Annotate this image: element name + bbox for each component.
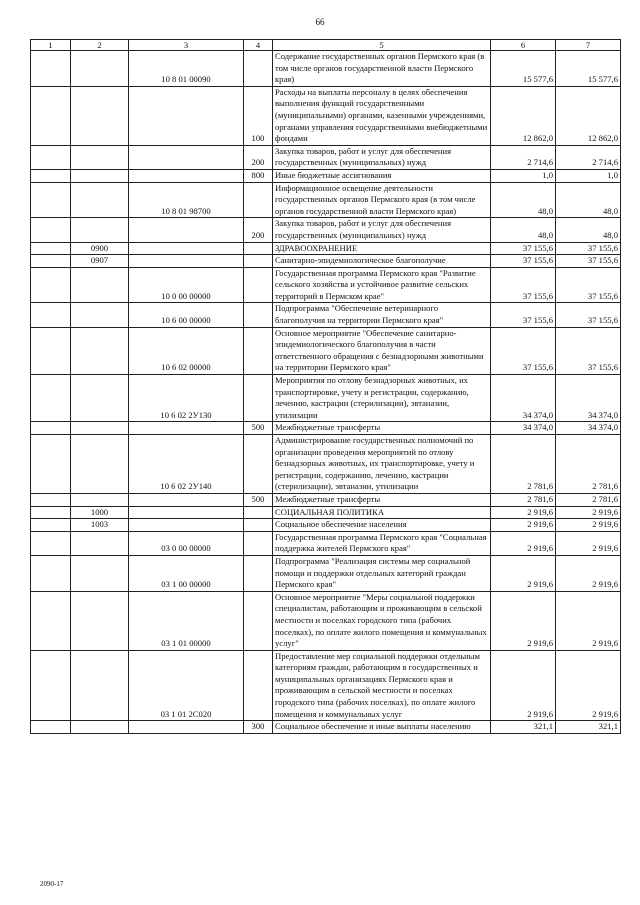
cell-amount-2019: 2 919,6 [491, 591, 556, 650]
cell-description: Информационное освещение деятельности государственных органов Пермского края (в том числе органов государственной власти Пермского края) [273, 182, 491, 218]
cell-section-code [71, 86, 129, 145]
cell-description: Закупка товаров, работ и услуг для обеспечения государственных (муниципальных) нужд [273, 218, 491, 242]
cell-col1 [31, 303, 71, 327]
cell-section-code [71, 182, 129, 218]
cell-expense-type [244, 51, 273, 87]
cell-description: Социальное обеспечение и иные выплаты населению [273, 721, 491, 734]
cell-amount-2020: 37 155,6 [556, 255, 621, 268]
cell-amount-2019: 2 919,6 [491, 650, 556, 721]
cell-section-code: 1000 [71, 506, 129, 519]
cell-target-code: 10 8 01 00090 [129, 51, 244, 87]
cell-expense-type [244, 435, 273, 494]
table-row [31, 169, 621, 182]
cell-col1 [31, 218, 71, 242]
cell-description: Подпрограмма "Реализация системы мер социальной помощи и поддержки отдельных категорий граждан Пермского края" [273, 555, 491, 591]
page-number: 66 [315, 17, 325, 27]
cell-target-code: 10 6 02 00000 [129, 327, 244, 374]
cell-target-code [129, 422, 244, 435]
cell-amount-2020: 34 374,0 [556, 422, 621, 435]
cell-amount-2020: 15 577,6 [556, 51, 621, 87]
table-row [31, 435, 621, 494]
cell-expense-type [244, 327, 273, 374]
cell-expense-type [244, 650, 273, 721]
cell-target-code [129, 242, 244, 255]
table-row [31, 506, 621, 519]
cell-col1 [31, 591, 71, 650]
cell-section-code [71, 435, 129, 494]
cell-description: Администрирование государственных полномочий по организации проведения мероприятий по отлову безнадзорных животных, их транспортировке, учету и регистрации, содержанию, лечению, кастрации (стерилизации), эвтаназии, утилизации [273, 435, 491, 494]
cell-col1 [31, 531, 71, 555]
cell-target-code: 10 6 02 2У140 [129, 435, 244, 494]
cell-amount-2019: 2 781,6 [491, 493, 556, 506]
cell-description: Санитарно-эпидемиологическое благополучие [273, 255, 491, 268]
cell-description: Социальное обеспечение населения [273, 519, 491, 532]
cell-amount-2019: 2 919,6 [491, 555, 556, 591]
cell-expense-type: 100 [244, 86, 273, 145]
cell-amount-2019: 37 155,6 [491, 242, 556, 255]
cell-description: СОЦИАЛЬНАЯ ПОЛИТИКА [273, 506, 491, 519]
cell-expense-type: 500 [244, 422, 273, 435]
cell-expense-type: 800 [244, 169, 273, 182]
column-header-2: 2 [71, 40, 129, 51]
cell-col1 [31, 650, 71, 721]
table-row [31, 327, 621, 374]
cell-col1 [31, 435, 71, 494]
cell-section-code [71, 650, 129, 721]
table-row [31, 519, 621, 532]
table-row [31, 493, 621, 506]
cell-section-code: 0900 [71, 242, 129, 255]
cell-amount-2019: 2 919,6 [491, 519, 556, 532]
cell-col1 [31, 493, 71, 506]
cell-col1 [31, 327, 71, 374]
cell-section-code [71, 218, 129, 242]
cell-expense-type: 200 [244, 145, 273, 169]
cell-amount-2019: 15 577,6 [491, 51, 556, 87]
table-row [31, 218, 621, 242]
table-body [31, 51, 621, 734]
column-header-3: 3 [129, 40, 244, 51]
cell-expense-type [244, 375, 273, 422]
cell-expense-type [244, 591, 273, 650]
cell-section-code [71, 591, 129, 650]
column-header-6: 6 [491, 40, 556, 51]
cell-amount-2020: 34 374,0 [556, 375, 621, 422]
cell-amount-2020: 2 714,6 [556, 145, 621, 169]
table-row [31, 182, 621, 218]
cell-amount-2020: 321,1 [556, 721, 621, 734]
column-header-7: 7 [556, 40, 621, 51]
cell-target-code: 10 6 02 2У130 [129, 375, 244, 422]
header-row [31, 40, 621, 51]
cell-description: Основное мероприятие "Меры социальной поддержки специалистам, работающим и проживающим в сельской местности и поселках городского типа (рабочих поселках), по оплате жилого помещения и коммунальных услуг" [273, 591, 491, 650]
cell-col1 [31, 267, 71, 303]
cell-section-code: 0907 [71, 255, 129, 268]
column-header-1: 1 [31, 40, 71, 51]
table-row [31, 721, 621, 734]
cell-target-code [129, 255, 244, 268]
cell-col1 [31, 555, 71, 591]
cell-amount-2020: 1,0 [556, 169, 621, 182]
cell-section-code: 1003 [71, 519, 129, 532]
cell-amount-2019: 37 155,6 [491, 327, 556, 374]
cell-target-code [129, 506, 244, 519]
cell-description: Государственная программа Пермского края "Развитие сельского хозяйства и устойчивое развитие сельских территорий в Пермском крае" [273, 267, 491, 303]
cell-amount-2019: 2 781,6 [491, 435, 556, 494]
table-row [31, 86, 621, 145]
cell-section-code [71, 555, 129, 591]
cell-target-code [129, 721, 244, 734]
cell-description: Подпрограмма "Обеспечение ветеринарного благополучия на территории Пермского края" [273, 303, 491, 327]
cell-section-code [71, 327, 129, 374]
table-row [31, 591, 621, 650]
cell-section-code [71, 721, 129, 734]
cell-target-code [129, 218, 244, 242]
table-row [31, 255, 621, 268]
cell-section-code [71, 267, 129, 303]
cell-amount-2020: 2 781,6 [556, 493, 621, 506]
cell-amount-2020: 48,0 [556, 182, 621, 218]
cell-amount-2020: 2 919,6 [556, 531, 621, 555]
cell-amount-2020: 37 155,6 [556, 267, 621, 303]
cell-description: Мероприятия по отлову безнадзорных животных, их транспортировке, учету и регистрации, содержанию, лечению, кастрации (стерилизации), эвтаназии, утилизации [273, 375, 491, 422]
cell-amount-2020: 12 862,0 [556, 86, 621, 145]
cell-amount-2019: 34 374,0 [491, 375, 556, 422]
cell-expense-type: 500 [244, 493, 273, 506]
cell-target-code [129, 493, 244, 506]
cell-section-code [71, 422, 129, 435]
cell-amount-2020: 2 919,6 [556, 506, 621, 519]
cell-expense-type: 200 [244, 218, 273, 242]
table-header [31, 40, 621, 51]
table-row [31, 51, 621, 87]
cell-expense-type [244, 531, 273, 555]
cell-expense-type [244, 242, 273, 255]
cell-amount-2019: 12 862,0 [491, 86, 556, 145]
cell-amount-2020: 2 781,6 [556, 435, 621, 494]
cell-amount-2020: 37 155,6 [556, 303, 621, 327]
cell-section-code [71, 169, 129, 182]
cell-amount-2019: 37 155,6 [491, 255, 556, 268]
cell-expense-type [244, 182, 273, 218]
cell-col1 [31, 145, 71, 169]
cell-description: Предоставление мер социальной поддержки отдельным категориям граждан, работающим в государственных и муниципальных организациях Пермского края и проживающим в сельской местности и поселках городского типа (рабочих поселках), по оплате жилого помещения и коммунальных услуг [273, 650, 491, 721]
budget-table [30, 39, 621, 734]
cell-amount-2019: 2 919,6 [491, 506, 556, 519]
cell-section-code [71, 145, 129, 169]
cell-section-code [71, 51, 129, 87]
footer-code: 2090-17 [40, 880, 64, 888]
cell-amount-2020: 2 919,6 [556, 650, 621, 721]
cell-col1 [31, 242, 71, 255]
cell-col1 [31, 182, 71, 218]
cell-amount-2019: 2 919,6 [491, 531, 556, 555]
cell-amount-2020: 2 919,6 [556, 591, 621, 650]
cell-description: Иные бюджетные ассигнования [273, 169, 491, 182]
table-row [31, 555, 621, 591]
cell-expense-type: 300 [244, 721, 273, 734]
cell-description: Содержание государственных органов Пермского края (в том числе органов государственной власти Пермского края) [273, 51, 491, 87]
cell-description: Межбюджетные трансферты [273, 422, 491, 435]
cell-expense-type [244, 267, 273, 303]
cell-col1 [31, 721, 71, 734]
table-row [31, 375, 621, 422]
cell-description: Расходы на выплаты персоналу в целях обеспечения выполнения функций государственными (муниципальными) органами, казенными учреждениями, органами управления государственными внебюджетными фондами [273, 86, 491, 145]
cell-target-code: 03 1 01 2С020 [129, 650, 244, 721]
cell-section-code [71, 493, 129, 506]
cell-col1 [31, 255, 71, 268]
cell-amount-2020: 37 155,6 [556, 327, 621, 374]
cell-target-code: 10 8 01 98700 [129, 182, 244, 218]
cell-amount-2019: 2 714,6 [491, 145, 556, 169]
cell-amount-2019: 1,0 [491, 169, 556, 182]
cell-amount-2020: 37 155,6 [556, 242, 621, 255]
cell-expense-type [244, 255, 273, 268]
cell-target-code: 03 0 00 00000 [129, 531, 244, 555]
table-row [31, 422, 621, 435]
cell-description: Государственная программа Пермского края "Социальная поддержка жителей Пермского края" [273, 531, 491, 555]
cell-target-code [129, 169, 244, 182]
column-header-4: 4 [244, 40, 273, 51]
cell-amount-2019: 34 374,0 [491, 422, 556, 435]
cell-amount-2020: 2 919,6 [556, 555, 621, 591]
cell-amount-2020: 2 919,6 [556, 519, 621, 532]
cell-expense-type [244, 303, 273, 327]
table-row [31, 145, 621, 169]
table-row [31, 650, 621, 721]
cell-amount-2019: 48,0 [491, 182, 556, 218]
column-header-5: 5 [273, 40, 491, 51]
cell-section-code [71, 303, 129, 327]
cell-target-code [129, 86, 244, 145]
cell-amount-2019: 37 155,6 [491, 303, 556, 327]
table-row [31, 303, 621, 327]
cell-col1 [31, 169, 71, 182]
cell-target-code: 03 1 01 00000 [129, 591, 244, 650]
cell-amount-2019: 321,1 [491, 721, 556, 734]
cell-col1 [31, 422, 71, 435]
cell-target-code: 10 6 00 00000 [129, 303, 244, 327]
table-row [31, 267, 621, 303]
cell-col1 [31, 375, 71, 422]
cell-description: ЗДРАВООХРАНЕНИЕ [273, 242, 491, 255]
cell-col1 [31, 86, 71, 145]
cell-expense-type [244, 519, 273, 532]
cell-target-code: 10 0 00 00000 [129, 267, 244, 303]
cell-description: Межбюджетные трансферты [273, 493, 491, 506]
table-row [31, 242, 621, 255]
cell-expense-type [244, 506, 273, 519]
cell-description: Закупка товаров, работ и услуг для обеспечения государственных (муниципальных) нужд [273, 145, 491, 169]
cell-amount-2019: 48,0 [491, 218, 556, 242]
cell-col1 [31, 51, 71, 87]
cell-expense-type [244, 555, 273, 591]
cell-amount-2020: 48,0 [556, 218, 621, 242]
cell-target-code [129, 519, 244, 532]
cell-section-code [71, 531, 129, 555]
cell-description: Основное мероприятие "Обеспечение санитарно-эпидемиологического благополучия в части ответственного обращения с безнадзорными животными на территории Пермского края" [273, 327, 491, 374]
cell-target-code [129, 145, 244, 169]
cell-amount-2019: 37 155,6 [491, 267, 556, 303]
cell-col1 [31, 519, 71, 532]
cell-target-code: 03 1 00 00000 [129, 555, 244, 591]
cell-section-code [71, 375, 129, 422]
cell-col1 [31, 506, 71, 519]
table-row [31, 531, 621, 555]
